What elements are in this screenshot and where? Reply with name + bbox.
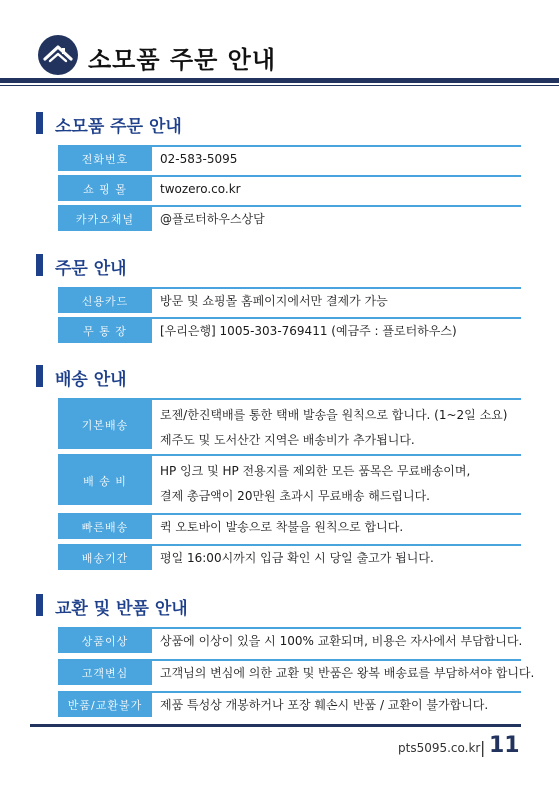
row-label: 쇼 핑 몰 — [58, 177, 152, 201]
row-value: 상품에 이상이 있을 시 100% 교환되며, 비용은 자사에서 부담합니다. — [160, 634, 523, 648]
row-value-line1: 로젠/한진택배를 통한 택배 발송을 원칙으로 합니다. (1~2일 소요) — [160, 408, 508, 422]
row-label: 상품이상 — [58, 629, 152, 653]
info-row-basic-delivery — [58, 398, 521, 449]
row-value: 평일 16:00시까지 입금 확인 시 당일 출고가 됩니다. — [160, 551, 434, 565]
row-value: [우리은행] 1005-303-769411 (예금주 : 플로터하우스) — [160, 324, 457, 338]
info-row-kakao-channel — [58, 205, 521, 231]
row-label: 반품/교환불가 — [58, 693, 152, 717]
row-value: 방문 및 쇼핑몰 홈페이지에서만 결제가 가능 — [160, 294, 388, 308]
footer-divider — [30, 724, 521, 727]
info-row-shopping-mall — [58, 175, 521, 201]
section-title-exchange-return: 교환 및 반품 안내 — [36, 594, 188, 618]
header-divider — [0, 78, 559, 83]
page-title: 소모품 주문 안내 — [88, 46, 276, 74]
page-number: 11 — [489, 733, 520, 758]
footer-separator: | — [480, 738, 486, 757]
section-marker — [36, 594, 43, 616]
row-value: 고객님의 변심에 의한 교환 및 반품은 왕복 배송료를 부담하셔야 합니다. — [160, 666, 535, 680]
section-title-supplies-order: 소모품 주문 안내 — [36, 112, 182, 136]
row-value: 02-583-5095 — [160, 152, 238, 166]
row-label: 전화번호 — [58, 147, 152, 171]
row-value: 퀵 오토바이 발송으로 착불을 원칙으로 합니다. — [160, 520, 404, 534]
section-marker — [36, 365, 43, 387]
row-label: 빠른배송 — [58, 515, 152, 539]
info-row-no-return — [58, 691, 521, 717]
row-label: 고객변심 — [58, 661, 152, 685]
info-row-delivery-fee — [58, 454, 521, 505]
house-roof-icon — [38, 35, 78, 75]
section-title-order: 주문 안내 — [36, 254, 127, 278]
info-row-delivery-period — [58, 544, 521, 570]
row-label: 기본배송 — [58, 400, 152, 449]
row-label: 배송기간 — [58, 546, 152, 570]
section-marker — [36, 112, 43, 134]
row-label: 신용카드 — [58, 289, 152, 313]
row-label: 무 통 장 — [58, 319, 152, 343]
footer-website-url: pts5095.co.kr — [398, 741, 481, 755]
section-title-delivery: 배송 안내 — [36, 365, 127, 389]
row-label: 배 송 비 — [58, 456, 152, 505]
info-row-product-defect — [58, 627, 521, 653]
info-row-change-of-mind — [58, 659, 535, 685]
row-value: @플로터하우스상담 — [160, 212, 265, 226]
row-label: 카카오채널 — [58, 207, 152, 231]
header-divider-thin — [0, 85, 559, 86]
info-row-credit-card — [58, 287, 521, 313]
row-value-line2: 결제 총금액이 20만원 초과시 무료배송 해드립니다. — [160, 489, 430, 503]
row-value-line1: HP 잉크 및 HP 전용지를 제외한 모든 품목은 무료배송이며, — [160, 464, 471, 478]
page-header — [0, 0, 559, 84]
row-value-line2: 제주도 및 도서산간 지역은 배송비가 추가됩니다. — [160, 433, 415, 447]
row-value: twozero.co.kr — [160, 182, 241, 196]
section-marker — [36, 254, 43, 276]
info-row-phone — [58, 145, 521, 171]
info-row-express-delivery — [58, 513, 521, 539]
row-value: 제품 특성상 개봉하거나 포장 훼손시 반품 / 교환이 불가합니다. — [160, 698, 489, 712]
info-row-bank-transfer — [58, 317, 521, 343]
